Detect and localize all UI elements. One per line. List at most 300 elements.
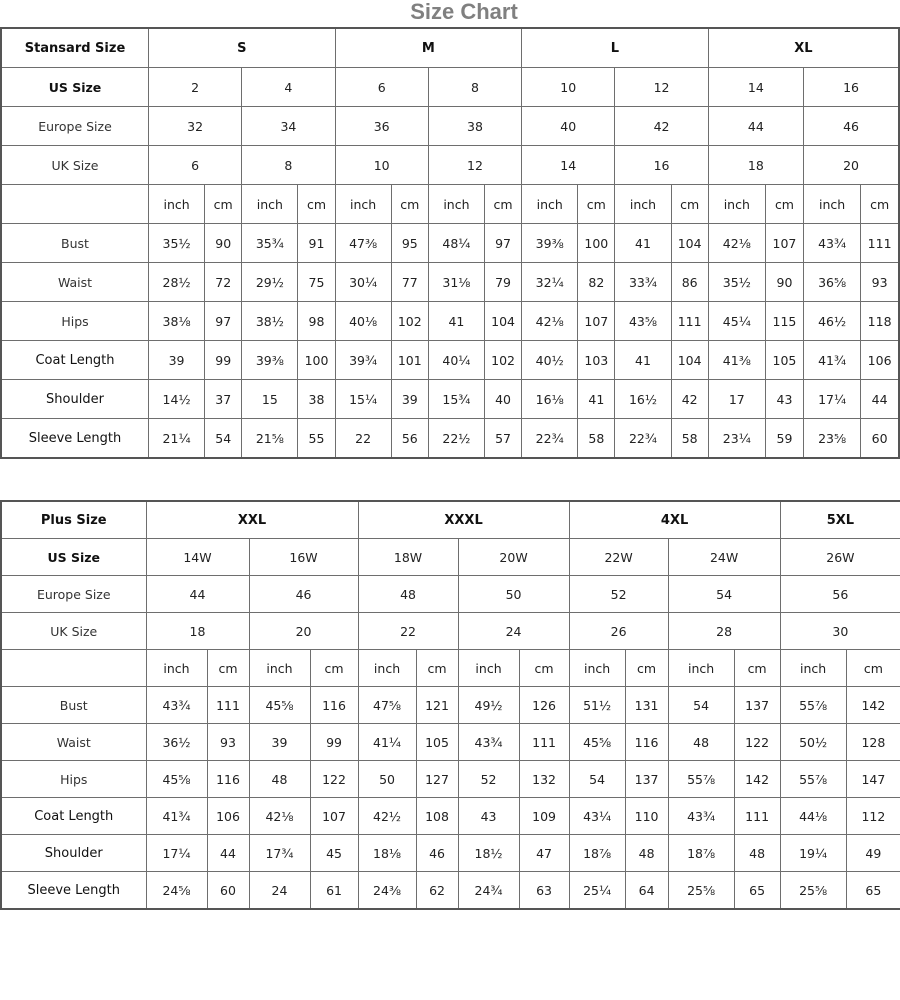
hips-row (1, 302, 899, 341)
sleeve-length-value: 25⅝ (780, 872, 846, 910)
coat-length-value: 108 (416, 798, 458, 835)
coat-length-value: 43¼ (569, 798, 625, 835)
waist-value: 43¾ (458, 724, 519, 761)
shoulder-value: 18⅛ (358, 835, 416, 872)
shoulder-value: 48 (625, 835, 668, 872)
europe-size-value: 40 (522, 107, 615, 146)
waist-value: 72 (205, 263, 242, 302)
us-size-value: 6 (335, 68, 428, 107)
size-group-xxl: XXL (146, 501, 358, 539)
unit-cm: cm (765, 185, 803, 224)
shoulder-value: 14½ (148, 380, 204, 419)
bust-value: 95 (391, 224, 428, 263)
sleeve-length-label: Sleeve Length (1, 419, 148, 459)
hips-value: 98 (298, 302, 335, 341)
coat-length-value: 105 (765, 341, 803, 380)
hips-value: 41 (428, 302, 484, 341)
coat-length-value: 40¼ (428, 341, 484, 380)
us-size-value: 16W (249, 539, 358, 576)
coat-length-value: 99 (205, 341, 242, 380)
unit-inch: inch (569, 650, 625, 687)
unit-cm: cm (671, 185, 708, 224)
unit-cm: cm (861, 185, 899, 224)
uk-size-label: UK Size (1, 613, 146, 650)
hips-value: 147 (846, 761, 900, 798)
shoulder-value: 48 (734, 835, 780, 872)
unit-inch: inch (249, 650, 310, 687)
europe-size-value: 54 (668, 576, 780, 613)
us-size-value: 20W (458, 539, 569, 576)
us-size-row (1, 68, 899, 107)
europe-size-value: 46 (249, 576, 358, 613)
sleeve-length-value: 60 (207, 872, 249, 910)
shoulder-value: 39 (391, 380, 428, 419)
coat-length-value: 111 (734, 798, 780, 835)
uk-size-row (1, 146, 899, 185)
sleeve-length-value: 24⅝ (146, 872, 207, 910)
us-size-row (1, 539, 900, 576)
europe-size-value: 46 (804, 107, 899, 146)
europe-size-value: 44 (708, 107, 803, 146)
uk-size-value: 22 (358, 613, 458, 650)
waist-value: 30¼ (335, 263, 391, 302)
coat-length-value: 107 (310, 798, 358, 835)
us-size-value: 18W (358, 539, 458, 576)
uk-size-value: 18 (146, 613, 249, 650)
bust-value: 107 (765, 224, 803, 263)
coat-length-value: 41 (615, 341, 671, 380)
coat-length-value: 43¾ (668, 798, 734, 835)
waist-value: 29½ (242, 263, 298, 302)
size-type-label: Stansard Size (1, 28, 148, 68)
waist-value: 111 (519, 724, 569, 761)
uk-size-value: 20 (249, 613, 358, 650)
waist-label: Waist (1, 263, 148, 302)
sleeve-length-value: 61 (310, 872, 358, 910)
sleeve-length-value: 65 (846, 872, 900, 910)
uk-size-value: 16 (615, 146, 708, 185)
shoulder-value: 37 (205, 380, 242, 419)
europe-size-value: 38 (428, 107, 521, 146)
uk-size-value: 14 (522, 146, 615, 185)
standard-size-table (0, 27, 900, 459)
europe-size-value: 52 (569, 576, 668, 613)
sleeve-length-value: 21⅝ (242, 419, 298, 459)
europe-size-value: 50 (458, 576, 569, 613)
coat-length-value: 43 (458, 798, 519, 835)
uk-size-value: 6 (148, 146, 241, 185)
sleeve-length-value: 57 (485, 419, 522, 459)
shoulder-label: Shoulder (1, 835, 146, 872)
unit-inch: inch (615, 185, 671, 224)
bust-value: 43¾ (146, 687, 207, 724)
sleeve-length-label: Sleeve Length (1, 872, 146, 910)
coat-length-value: 106 (861, 341, 899, 380)
sleeve-length-value: 24⅜ (358, 872, 416, 910)
units-label-blank (1, 185, 148, 224)
us-size-value: 24W (668, 539, 780, 576)
shoulder-value: 17¼ (146, 835, 207, 872)
size-group-xxxl: XXXL (358, 501, 569, 539)
coat-length-value: 104 (671, 341, 708, 380)
coat-length-value: 103 (578, 341, 615, 380)
bust-value: 142 (846, 687, 900, 724)
shoulder-value: 15 (242, 380, 298, 419)
sleeve-length-value: 58 (578, 419, 615, 459)
waist-value: 39 (249, 724, 310, 761)
hips-value: 107 (578, 302, 615, 341)
sleeve-length-value: 22¾ (522, 419, 578, 459)
us-size-label: US Size (1, 539, 146, 576)
waist-value: 32¼ (522, 263, 578, 302)
sleeve-length-value: 21¼ (148, 419, 204, 459)
shoulder-value: 38 (298, 380, 335, 419)
sleeve-length-row (1, 419, 899, 459)
sleeve-length-value: 22¾ (615, 419, 671, 459)
size-group-xl: XL (708, 28, 899, 68)
size-group-5xl: 5XL (780, 501, 900, 539)
unit-inch: inch (668, 650, 734, 687)
sleeve-length-value: 65 (734, 872, 780, 910)
coat-length-value: 106 (207, 798, 249, 835)
hips-value: 55⅞ (780, 761, 846, 798)
waist-value: 36⅝ (804, 263, 861, 302)
hips-value: 42⅛ (522, 302, 578, 341)
unit-inch: inch (780, 650, 846, 687)
waist-value: 48 (668, 724, 734, 761)
coat-length-value: 41¾ (804, 341, 861, 380)
europe-size-value: 48 (358, 576, 458, 613)
shoulder-value: 42 (671, 380, 708, 419)
bust-value: 97 (485, 224, 522, 263)
bust-value: 55⅞ (780, 687, 846, 724)
waist-row (1, 724, 900, 761)
hips-value: 38½ (242, 302, 298, 341)
hips-value: 52 (458, 761, 519, 798)
coat-length-value: 39¾ (335, 341, 391, 380)
europe-size-value: 34 (242, 107, 335, 146)
hips-value: 116 (207, 761, 249, 798)
unit-cm: cm (625, 650, 668, 687)
bust-value: 35¾ (242, 224, 298, 263)
bust-value: 41 (615, 224, 671, 263)
bust-value: 48¼ (428, 224, 484, 263)
size-group-row (1, 501, 900, 539)
shoulder-value: 40 (485, 380, 522, 419)
waist-value: 41¼ (358, 724, 416, 761)
shoulder-value: 19¼ (780, 835, 846, 872)
bust-value: 35½ (148, 224, 204, 263)
coat-length-value: 39⅜ (242, 341, 298, 380)
unit-inch: inch (522, 185, 578, 224)
waist-value: 93 (207, 724, 249, 761)
us-size-value: 10 (522, 68, 615, 107)
shoulder-value: 47 (519, 835, 569, 872)
size-group-l: L (522, 28, 709, 68)
unit-inch: inch (804, 185, 861, 224)
uk-size-value: 30 (780, 613, 900, 650)
shoulder-value: 17 (708, 380, 765, 419)
hips-value: 50 (358, 761, 416, 798)
sleeve-length-value: 62 (416, 872, 458, 910)
us-size-value: 2 (148, 68, 241, 107)
coat-length-value: 39 (148, 341, 204, 380)
waist-value: 90 (765, 263, 803, 302)
coat-length-value: 109 (519, 798, 569, 835)
hips-value: 137 (625, 761, 668, 798)
hips-label: Hips (1, 761, 146, 798)
hips-row (1, 761, 900, 798)
unit-cm: cm (519, 650, 569, 687)
sleeve-length-value: 56 (391, 419, 428, 459)
us-size-value: 8 (428, 68, 521, 107)
coat-length-label: Coat Length (1, 341, 148, 380)
bust-value: 51½ (569, 687, 625, 724)
bust-value: 111 (861, 224, 899, 263)
shoulder-row (1, 835, 900, 872)
uk-size-value: 20 (804, 146, 899, 185)
unit-inch: inch (146, 650, 207, 687)
waist-value: 86 (671, 263, 708, 302)
hips-value: 97 (205, 302, 242, 341)
hips-value: 43⅝ (615, 302, 671, 341)
bust-value: 90 (205, 224, 242, 263)
unit-inch: inch (458, 650, 519, 687)
shoulder-value: 43 (765, 380, 803, 419)
coat-length-value: 41¾ (146, 798, 207, 835)
shoulder-value: 17¾ (249, 835, 310, 872)
size-group-m: M (335, 28, 522, 68)
uk-size-value: 10 (335, 146, 428, 185)
bust-value: 42⅛ (708, 224, 765, 263)
bust-value: 43¾ (804, 224, 861, 263)
hips-value: 38⅛ (148, 302, 204, 341)
hips-value: 122 (310, 761, 358, 798)
coat-length-value: 110 (625, 798, 668, 835)
shoulder-value: 15¾ (428, 380, 484, 419)
europe-size-row (1, 107, 899, 146)
unit-cm: cm (485, 185, 522, 224)
sleeve-length-value: 25¼ (569, 872, 625, 910)
coat-length-label: Coat Length (1, 798, 146, 835)
sleeve-length-value: 63 (519, 872, 569, 910)
sleeve-length-value: 23¼ (708, 419, 765, 459)
unit-inch: inch (428, 185, 484, 224)
unit-cm: cm (734, 650, 780, 687)
shoulder-value: 18⅞ (569, 835, 625, 872)
shoulder-value: 41 (578, 380, 615, 419)
bust-label: Bust (1, 224, 148, 263)
bust-value: 131 (625, 687, 668, 724)
us-size-label: US Size (1, 68, 148, 107)
waist-value: 79 (485, 263, 522, 302)
size-type-label: Plus Size (1, 501, 146, 539)
waist-value: 45⅝ (569, 724, 625, 761)
sleeve-length-value: 54 (205, 419, 242, 459)
bust-value: 137 (734, 687, 780, 724)
bust-value: 126 (519, 687, 569, 724)
coat-length-value: 40½ (522, 341, 578, 380)
bust-value: 45⅝ (249, 687, 310, 724)
europe-size-value: 32 (148, 107, 241, 146)
bust-value: 121 (416, 687, 458, 724)
shoulder-value: 16½ (615, 380, 671, 419)
sleeve-length-value: 23⅝ (804, 419, 861, 459)
bust-value: 100 (578, 224, 615, 263)
waist-value: 105 (416, 724, 458, 761)
waist-value: 35½ (708, 263, 765, 302)
bust-value: 111 (207, 687, 249, 724)
uk-size-value: 26 (569, 613, 668, 650)
shoulder-label: Shoulder (1, 380, 148, 419)
waist-value: 33¾ (615, 263, 671, 302)
sleeve-length-value: 24¾ (458, 872, 519, 910)
hips-value: 54 (569, 761, 625, 798)
waist-value: 122 (734, 724, 780, 761)
uk-size-value: 18 (708, 146, 803, 185)
bust-label: Bust (1, 687, 146, 724)
europe-size-row (1, 576, 900, 613)
coat-length-value: 44⅛ (780, 798, 846, 835)
hips-value: 55⅞ (668, 761, 734, 798)
waist-value: 128 (846, 724, 900, 761)
sleeve-length-value: 24 (249, 872, 310, 910)
uk-size-value: 8 (242, 146, 335, 185)
hips-value: 111 (671, 302, 708, 341)
waist-value: 99 (310, 724, 358, 761)
coat-length-value: 41⅜ (708, 341, 765, 380)
size-group-s: S (148, 28, 335, 68)
bust-value: 49½ (458, 687, 519, 724)
waist-label: Waist (1, 724, 146, 761)
waist-value: 31⅛ (428, 263, 484, 302)
unit-cm: cm (298, 185, 335, 224)
us-size-value: 14W (146, 539, 249, 576)
bust-value: 104 (671, 224, 708, 263)
units-label-blank (1, 650, 146, 687)
waist-value: 93 (861, 263, 899, 302)
europe-size-value: 56 (780, 576, 900, 613)
size-group-4xl: 4XL (569, 501, 780, 539)
unit-inch: inch (242, 185, 298, 224)
bust-value: 39⅜ (522, 224, 578, 263)
coat-length-value: 102 (485, 341, 522, 380)
uk-size-value: 24 (458, 613, 569, 650)
plus-size-table (0, 500, 900, 910)
coat-length-row (1, 798, 900, 835)
sleeve-length-value: 55 (298, 419, 335, 459)
unit-inch: inch (148, 185, 204, 224)
units-row (1, 185, 899, 224)
unit-inch: inch (708, 185, 765, 224)
sleeve-length-value: 58 (671, 419, 708, 459)
waist-value: 82 (578, 263, 615, 302)
unit-cm: cm (310, 650, 358, 687)
shoulder-value: 18½ (458, 835, 519, 872)
bust-value: 47⅝ (358, 687, 416, 724)
hips-value: 127 (416, 761, 458, 798)
bust-value: 47⅜ (335, 224, 391, 263)
europe-size-value: 42 (615, 107, 708, 146)
us-size-value: 26W (780, 539, 900, 576)
europe-size-label: Europe Size (1, 107, 148, 146)
shoulder-row (1, 380, 899, 419)
bust-row (1, 224, 899, 263)
sleeve-length-value: 25⅝ (668, 872, 734, 910)
sleeve-length-row (1, 872, 900, 910)
unit-inch: inch (335, 185, 391, 224)
shoulder-value: 45 (310, 835, 358, 872)
shoulder-value: 44 (207, 835, 249, 872)
coat-length-value: 112 (846, 798, 900, 835)
shoulder-value: 17¼ (804, 380, 861, 419)
bust-value: 91 (298, 224, 335, 263)
unit-cm: cm (416, 650, 458, 687)
shoulder-value: 46 (416, 835, 458, 872)
unit-cm: cm (846, 650, 900, 687)
units-row (1, 650, 900, 687)
hips-value: 142 (734, 761, 780, 798)
us-size-value: 22W (569, 539, 668, 576)
waist-value: 77 (391, 263, 428, 302)
coat-length-value: 42⅛ (249, 798, 310, 835)
unit-cm: cm (205, 185, 242, 224)
coat-length-value: 100 (298, 341, 335, 380)
unit-cm: cm (578, 185, 615, 224)
unit-cm: cm (207, 650, 249, 687)
hips-value: 48 (249, 761, 310, 798)
bust-value: 54 (668, 687, 734, 724)
us-size-value: 12 (615, 68, 708, 107)
waist-value: 75 (298, 263, 335, 302)
waist-value: 36½ (146, 724, 207, 761)
coat-length-row (1, 341, 899, 380)
sleeve-length-value: 59 (765, 419, 803, 459)
hips-value: 132 (519, 761, 569, 798)
unit-cm: cm (391, 185, 428, 224)
hips-value: 45¼ (708, 302, 765, 341)
coat-length-value: 42½ (358, 798, 416, 835)
shoulder-value: 16⅛ (522, 380, 578, 419)
shoulder-value: 49 (846, 835, 900, 872)
uk-size-value: 12 (428, 146, 521, 185)
uk-size-label: UK Size (1, 146, 148, 185)
hips-value: 40⅛ (335, 302, 391, 341)
europe-size-label: Europe Size (1, 576, 146, 613)
page-title: Size Chart (410, 0, 518, 24)
bust-row (1, 687, 900, 724)
europe-size-value: 36 (335, 107, 428, 146)
europe-size-value: 44 (146, 576, 249, 613)
waist-value: 50½ (780, 724, 846, 761)
sleeve-length-value: 22 (335, 419, 391, 459)
unit-inch: inch (358, 650, 416, 687)
sleeve-length-value: 60 (861, 419, 899, 459)
coat-length-value: 101 (391, 341, 428, 380)
hips-value: 45⅝ (146, 761, 207, 798)
hips-value: 102 (391, 302, 428, 341)
hips-value: 118 (861, 302, 899, 341)
sleeve-length-value: 22½ (428, 419, 484, 459)
waist-row (1, 263, 899, 302)
size-group-row (1, 28, 899, 68)
waist-value: 28½ (148, 263, 204, 302)
sleeve-length-value: 64 (625, 872, 668, 910)
shoulder-value: 15¼ (335, 380, 391, 419)
uk-size-value: 28 (668, 613, 780, 650)
waist-value: 116 (625, 724, 668, 761)
hips-value: 104 (485, 302, 522, 341)
